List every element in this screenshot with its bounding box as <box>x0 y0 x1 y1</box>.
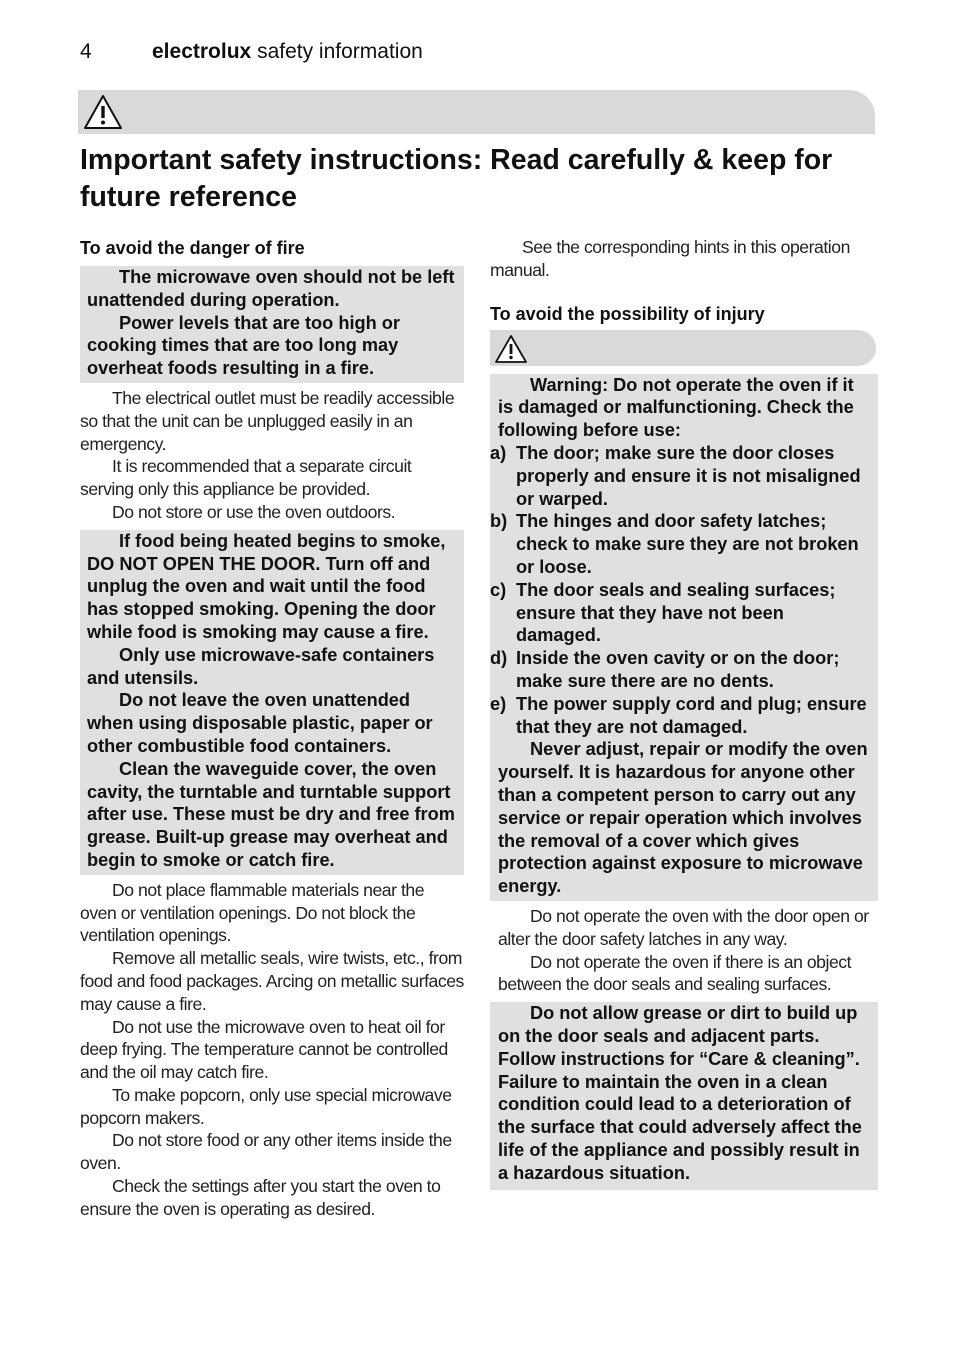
box-paragraph: Warning: Do not operate the oven if it is damaged or malfunctioning. Check the following before use: <box>498 374 854 441</box>
text-paragraph: Do not operate the oven if there is an object between the door seals and sealing surfaces. <box>498 951 852 995</box>
injury-warning-box <box>490 374 878 901</box>
text-paragraph: Do not store or use the oven outdoors. <box>112 501 396 522</box>
list-item <box>490 510 872 578</box>
list-item <box>490 579 872 647</box>
list-text: Inside the oven cavity or on the door; make sure there are no dents. <box>516 648 840 691</box>
list-item <box>490 442 872 510</box>
text-paragraph: Do not use the microwave oven to heat oil for deep frying. The temperature cannot be controlled and the oil may catch fire. <box>80 1016 448 1083</box>
fire-warning-box-1 <box>80 266 464 383</box>
brand-name: electrolux <box>152 40 252 63</box>
page-title: Important safety instructions: Read carefully & keep for future reference <box>80 144 833 213</box>
hint-note <box>490 236 878 282</box>
fire-notes-2 <box>80 879 464 1221</box>
box-paragraph: Do not leave the oven unattended when using disposable plastic, paper or other combustible food containers. <box>87 690 433 756</box>
list-letter: c) <box>490 579 507 600</box>
text-paragraph: It is recommended that a separate circuit serving only this appliance be provided. <box>80 456 412 500</box>
box-paragraph: Clean the waveguide cover, the oven cavity, the turntable and turntable support after use. These must be dry and free from grease. Built-up grease may overheat and begin to smoke or catch fire. <box>87 758 455 870</box>
fire-warning-box-2 <box>80 530 464 875</box>
page-header <box>80 38 423 66</box>
text-paragraph: Do not store food or any other items inside the oven. <box>80 1130 452 1174</box>
list-item <box>490 647 872 693</box>
list-text: The door seals and sealing surfaces; ensure that they have not been damaged. <box>516 579 836 646</box>
list-letter: d) <box>490 648 508 669</box>
page-number: 4 <box>80 40 92 63</box>
left-column <box>80 236 464 1225</box>
text-paragraph: The electrical outlet must be readily accessible so that the unit can be unplugged easily in an emergency. <box>80 387 455 454</box>
fire-heading: To avoid the danger of fire <box>80 238 305 258</box>
list-letter: a) <box>490 442 507 463</box>
fire-notes-1 <box>80 387 464 524</box>
box-paragraph: Never adjust, repair or modify the oven yourself. It is hazardous for anyone other than a competent person to carry out any service or repair operation which involves the removal of a cover which gives protection against exposure to microwave energy. <box>498 739 868 897</box>
door-notes <box>490 905 878 996</box>
right-column <box>490 236 878 1190</box>
text-paragraph: See the corresponding hints in this operation manual. <box>490 237 850 280</box>
box-paragraph: The microwave oven should not be left unattended during operation. <box>87 267 455 310</box>
text-paragraph: To make popcorn, only use special microwave popcorn makers. <box>80 1084 452 1128</box>
list-item <box>490 693 872 739</box>
list-text: The door; make sure the door closes properly and ensure it is not misaligned or warped. <box>516 442 861 509</box>
list-text: The hinges and door safety latches; check to make sure they are not broken or loose. <box>516 511 859 577</box>
check-list <box>490 442 872 738</box>
injury-warning-banner <box>490 330 876 366</box>
warning-banner <box>78 90 875 134</box>
section-name: safety information <box>257 40 423 63</box>
box-paragraph: Only use microwave-safe containers and utensils. <box>87 644 435 688</box>
box-paragraph: Power levels that are too high or cooking times that are too long may overheat foods resulting in a fire. <box>87 312 400 379</box>
text-paragraph: Do not place flammable materials near the oven or ventilation openings. Do not block the ventilation openings. <box>80 879 425 946</box>
list-letter: e) <box>490 693 507 714</box>
box-paragraph: Do not allow grease or dirt to build up on the door seals and adjacent parts. Follow instructions for “Care & cleaning”. Failure to maintain the oven in a clean condition could lead to a deterioration of the surface that could adversely affect the life of the appliance and possibly result in a hazardous situation. <box>498 1003 862 1183</box>
box-paragraph: If food being heated begins to smoke, DO NOT OPEN THE DOOR. Turn off and unplug the oven and wait until the food has stopped smoking. Opening the door while food is smoking may cause a fire. <box>87 530 446 642</box>
warning-icon <box>493 333 529 365</box>
list-letter: b) <box>490 511 508 532</box>
text-paragraph: Do not operate the oven with the door open or alter the door safety latches in any way. <box>498 905 869 949</box>
list-text: The power supply cord and plug; ensure that they are not damaged. <box>516 693 867 737</box>
grease-warning-box <box>490 1002 878 1190</box>
text-paragraph: Check the settings after you start the oven to ensure the oven is operating as desired. <box>80 1176 441 1219</box>
injury-heading: To avoid the possibility of injury <box>490 303 765 324</box>
warning-icon <box>82 93 124 131</box>
text-paragraph: Remove all metallic seals, wire twists, etc., from food and food packages. Arcing on metallic surfaces may cause a fire. <box>80 948 464 1014</box>
